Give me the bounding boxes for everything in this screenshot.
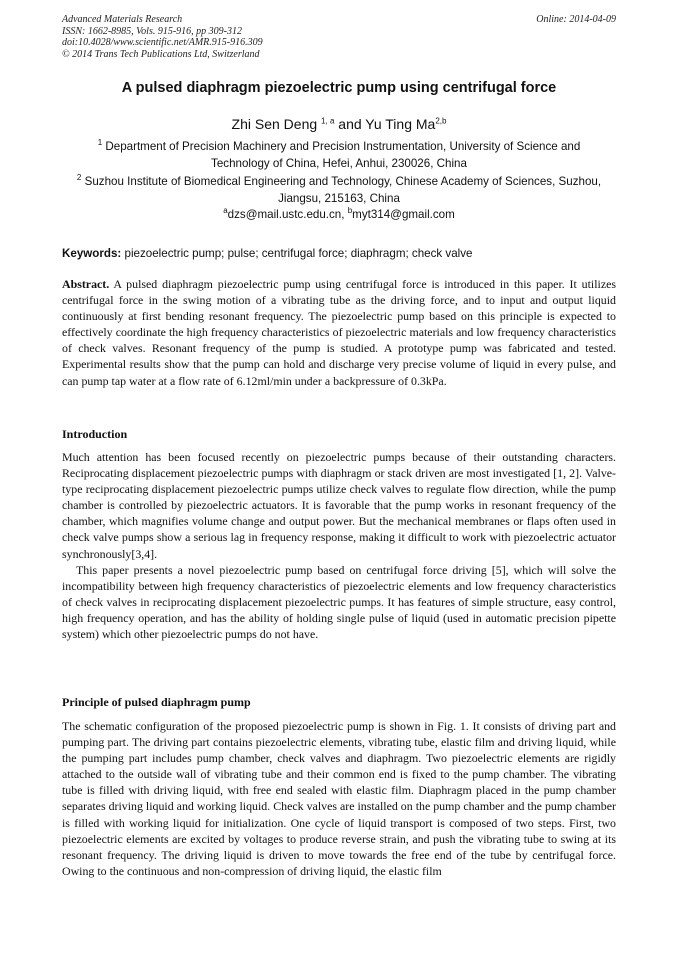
affiliation-2-text: Suzhou Institute of Biomedical Engineering and Technology, Chinese Academy of Sciences, Suzhou, Jiangsu, 215163, China — [84, 175, 602, 205]
email-b[interactable]: myt314@gmail.com — [352, 208, 455, 221]
author-1: Zhi Sen Deng — [231, 116, 318, 132]
affiliation-2 — [70, 173, 608, 207]
paper-title: A pulsed diaphragm piezoelectric pump using centrifugal force — [121, 80, 557, 96]
doi-line: doi:10.4028/www.scientific.net/AMR.915-916.309 — [62, 37, 263, 48]
principle-paragraph-1: The schematic configuration of the proposed piezoelectric pump is shown in Fig. 1. It consists of driving part and pumping part. The driving part contains piezoelectric elements, vibrating tube, elastic film and driving liquid, while the pumping part includes pump chamber, check valves and diaphragm. Two piezoelectric elements are rigidly attached to the outside wall of vibrating tube and their common end is fixed to the pump chamber. The vibrating tube is filled with driving liquid, with free end sealed with elastic film. Diaphragm placed in the pump chamber separates driving liquid and working liquid. Check valves are installed on the pump chamber and the pump chamber is filled with working liquid for initialization. One cycle of liquid transport is composed of two steps. First, two piezoelectric elements are excited by voltages to produce reverse strain, and push the vibrating tube to swing at its resonant frequency. The driving liquid is driven to move towards the free end of the tube by centrifugal force. Owing to the continuous and non-compression of driving liquid, the elastic film — [62, 719, 616, 878]
principle-body — [62, 718, 616, 879]
principle-heading: Principle of pulsed diaphragm pump — [62, 695, 251, 709]
author-2-sup: 2,b — [435, 116, 447, 126]
email-b-sup: b — [347, 206, 353, 216]
affiliation-1-text: Department of Precision Machinery and Precision Instrumentation, University of Science and Technology of China, Hefei, Anhui, 230026, China — [105, 140, 581, 170]
author-emails — [0, 208, 678, 221]
author-conjunction: and — [334, 116, 366, 132]
copyright-line: © 2014 Trans Tech Publications Ltd, Switzerland — [62, 48, 260, 60]
issn-line: ISSN: 1662-8985, Vols. 915-916, pp 309-312 — [62, 25, 242, 37]
abstract-label: Abstract. — [62, 277, 110, 291]
introduction-paragraph-1: Much attention has been focused recently on piezoelectric pumps because of their outstanding characters. Reciprocating displacement piezoelectric pumps with diaphragm or stack driven are most investigated [1, 2]. Valve-type reciprocating displacement piezoelectric pumps utilize check valves to regulate flow direction, while the pump chamber is controlled by piezoelectric actuators. It is favorable that the pump works in resonant frequency of the chamber, which magnifies volume change and output power. But the mechanical membranes or flaps often used in check valve pumps show a serious lag in frequency response, making it difficult to work with piezoelectric actuator synchronously[3,4]. — [62, 450, 616, 561]
abstract — [62, 276, 616, 389]
author-line — [0, 116, 678, 132]
affiliation-1 — [70, 138, 608, 172]
keywords — [62, 247, 616, 260]
introduction-paragraph-2: This paper presents a novel piezoelectric pump based on centrifugal force driving [5], which will solve the incompatibility between high frequency characteristics of piezoelectric elements and low frequency characteristics of check valves in reciprocating displacement piezoelectric pumps. It has features of simple structure, easy control, high frequency operation, and has the ability of holding single pulse of liquid (used in automatic precision pipette system) which other piezoelectric pumps do not have. — [62, 562, 616, 642]
introduction-heading: Introduction — [62, 427, 128, 441]
affiliation-1-num: 1 — [97, 138, 103, 148]
author-2: Yu Ting Ma — [365, 116, 436, 132]
keywords-text: piezoelectric pump; pulse; centrifugal force; diaphragm; check valve — [121, 247, 473, 260]
affiliation-2-num: 2 — [76, 173, 82, 183]
online-date: Online: 2014-04-09 — [536, 14, 616, 25]
author-1-sup: 1, a — [321, 116, 335, 126]
introduction-body — [62, 449, 616, 642]
abstract-text: A pulsed diaphragm piezoelectric pump using centrifugal force is introduced in this paper. It utilizes centrifugal force in the swing motion of a vibrating tube as the driving force, and to input and output liquid continuously at first bending resonant frequency. The piezoelectric pump based on this principle is expected to effectively coordinate the high frequency characteristics of piezoelectric materials and low frequency characteristics of check valves. Resonant frequency of the pump is studied. A prototype pump was fabricated and tested. Experimental results show that the pump can hold and discharge very precise volume of liquid in every pulse, and can pump tap water at a flow rate of 6.12ml/min under a backpressure of 0.3kPa. — [62, 277, 616, 388]
journal-header — [62, 14, 616, 60]
journal-name: Advanced Materials Research — [62, 14, 183, 25]
email-a-sup: a — [223, 206, 228, 216]
email-a[interactable]: dzs@mail.ustc.edu.cn, — [227, 208, 348, 221]
keywords-label: Keywords: — [62, 247, 122, 260]
